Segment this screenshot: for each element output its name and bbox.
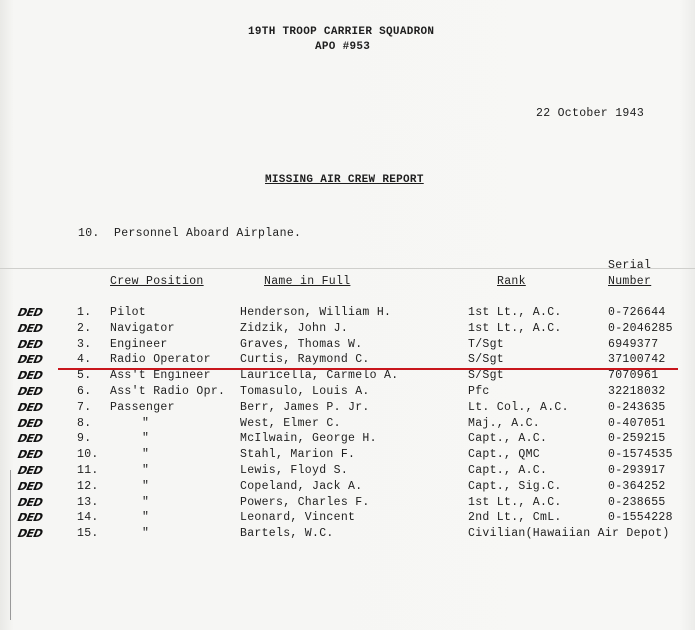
crew-rank: Pfc — [468, 385, 490, 398]
serial-number: 0-259215 — [608, 432, 666, 445]
serial-number: 0-407051 — [608, 417, 666, 430]
handwritten-mark: DED — [16, 527, 44, 540]
serial-number: 0-238655 — [608, 496, 666, 509]
crew-position: " — [142, 480, 150, 493]
crew-name: Henderson, William H. — [240, 306, 392, 319]
table-row — [0, 480, 695, 494]
col-header-position: Crew Position — [110, 275, 204, 288]
row-number: 1. — [77, 306, 92, 319]
crew-rank: 1st Lt., A.C. — [468, 496, 562, 509]
crew-position: Pilot — [110, 306, 147, 319]
table-row — [0, 401, 695, 415]
row-number: 2. — [77, 322, 92, 335]
crew-rank: Lt. Col., A.C. — [468, 401, 569, 414]
serial-number: 0-364252 — [608, 480, 666, 493]
crew-position: " — [142, 417, 150, 430]
crew-rank: Capt., QMC — [468, 448, 541, 461]
serial-number: 0-726644 — [608, 306, 666, 319]
crew-name: Lewis, Floyd S. — [240, 464, 349, 477]
crew-name: Leonard, Vincent — [240, 511, 356, 524]
crew-position: Navigator — [110, 322, 175, 335]
crew-name: Powers, Charles F. — [240, 496, 370, 509]
table-row — [0, 527, 695, 541]
table-row — [0, 511, 695, 525]
crew-position: Ass't Radio Opr. — [110, 385, 226, 398]
serial-number: 7070961 — [608, 369, 659, 382]
crew-rank: T/Sgt — [468, 338, 505, 351]
crew-rank: Civilian(Hawaiian Air Depot) — [468, 527, 670, 540]
handwritten-mark: DED — [16, 322, 44, 335]
serial-number: 0-1554228 — [608, 511, 673, 524]
row-number: 14. — [77, 511, 99, 524]
table-row — [0, 464, 695, 478]
row-number: 9. — [77, 432, 92, 445]
crew-position: " — [142, 511, 150, 524]
report-title: MISSING AIR CREW REPORT — [265, 174, 424, 186]
crew-rank: Capt., A.C. — [468, 464, 548, 477]
handwritten-mark: DED — [16, 480, 44, 493]
row-number: 12. — [77, 480, 99, 493]
handwritten-mark: DED — [16, 448, 44, 461]
row-number: 4. — [77, 353, 92, 366]
crew-name: Curtis, Raymond C. — [240, 353, 370, 366]
row-number: 13. — [77, 496, 99, 509]
crew-rank: Capt., A.C. — [468, 432, 548, 445]
serial-number: 0-293917 — [608, 464, 666, 477]
row-number: 7. — [77, 401, 92, 414]
serial-number: 6949377 — [608, 338, 659, 351]
crew-position: Engineer — [110, 338, 168, 351]
serial-number: 0-2046285 — [608, 322, 673, 335]
handwritten-mark: DED — [16, 464, 44, 477]
row-number: 8. — [77, 417, 92, 430]
row-number: 6. — [77, 385, 92, 398]
serial-number: 37100742 — [608, 353, 666, 366]
crew-position: Ass't Engineer — [110, 369, 211, 382]
crew-position: " — [142, 464, 150, 477]
apo-heading: APO #953 — [315, 41, 371, 53]
crew-name: Berr, James P. Jr. — [240, 401, 370, 414]
table-row — [0, 353, 695, 367]
crew-rank: Maj., A.C. — [468, 417, 541, 430]
crew-name: Tomasulo, Louis A. — [240, 385, 370, 398]
handwritten-mark: DED — [16, 417, 44, 430]
row-number: 3. — [77, 338, 92, 351]
table-row — [0, 496, 695, 510]
table-row — [0, 385, 695, 399]
handwritten-mark: DED — [16, 496, 44, 509]
crew-name: Bartels, W.C. — [240, 527, 334, 540]
crew-name: McIlwain, George H. — [240, 432, 377, 445]
col-header-name: Name in Full — [264, 275, 351, 288]
col-header-rank: Rank — [497, 275, 526, 288]
crew-position: " — [142, 527, 150, 540]
handwritten-mark: DED — [16, 338, 44, 351]
handwritten-mark: DED — [16, 401, 44, 414]
col-header-serial-2: Number — [608, 275, 652, 288]
serial-number: 0-1574535 — [608, 448, 673, 461]
table-row — [0, 369, 695, 383]
crew-position: Passenger — [110, 401, 175, 414]
row-number: 15. — [77, 527, 99, 540]
report-date: 22 October 1943 — [536, 107, 645, 120]
red-annotation-line — [58, 368, 678, 370]
crew-rank: S/Sgt — [468, 353, 505, 366]
handwritten-mark: DED — [16, 353, 44, 366]
row-number: 11. — [77, 464, 99, 477]
table-row — [0, 338, 695, 352]
table-row — [0, 322, 695, 336]
handwritten-mark: DED — [16, 306, 44, 319]
crew-name: Stahl, Marion F. — [240, 448, 356, 461]
handwritten-mark: DED — [16, 511, 44, 524]
crew-rank: S/Sgt — [468, 369, 505, 382]
crew-name: Copeland, Jack A. — [240, 480, 363, 493]
section-heading: 10. Personnel Aboard Airplane. — [78, 227, 302, 240]
table-row — [0, 417, 695, 431]
crew-name: Graves, Thomas W. — [240, 338, 363, 351]
crew-position: Radio Operator — [110, 353, 211, 366]
crew-position: " — [142, 496, 150, 509]
crew-name: West, Elmer C. — [240, 417, 341, 430]
handwritten-mark: DED — [16, 432, 44, 445]
crew-rank: Capt., Sig.C. — [468, 480, 562, 493]
crew-rank: 2nd Lt., CmL. — [468, 511, 562, 524]
row-number: 10. — [77, 448, 99, 461]
row-number: 5. — [77, 369, 92, 382]
crew-rank: 1st Lt., A.C. — [468, 322, 562, 335]
handwritten-mark: DED — [16, 369, 44, 382]
table-row — [0, 448, 695, 462]
handwritten-mark: DED — [16, 385, 44, 398]
crew-name: Zidzik, John J. — [240, 322, 349, 335]
table-row — [0, 306, 695, 320]
col-header-serial-1: Serial — [608, 259, 652, 272]
table-row — [0, 432, 695, 446]
serial-number: 32218032 — [608, 385, 666, 398]
unit-heading: 19TH TROOP CARRIER SQUADRON — [248, 26, 435, 38]
serial-number: 0-243635 — [608, 401, 666, 414]
crew-rank: 1st Lt., A.C. — [468, 306, 562, 319]
scan-artifact-line — [0, 268, 695, 269]
crew-position: " — [142, 432, 150, 445]
crew-position: " — [142, 448, 150, 461]
crew-name: Lauricella, Carmelo A. — [240, 369, 399, 382]
